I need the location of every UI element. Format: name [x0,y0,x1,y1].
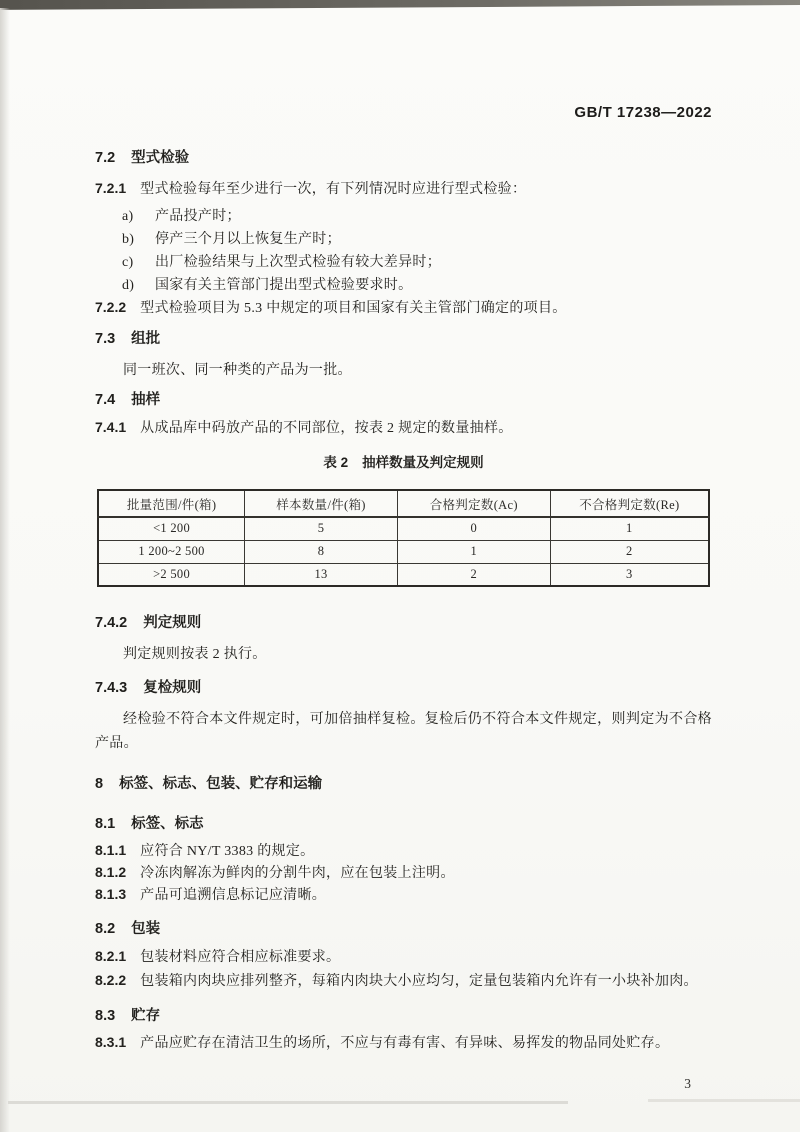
clause-number: 7.2.1 [95,180,127,196]
clause-number: 8.1.3 [95,886,127,902]
table-cell: 5 [245,517,398,540]
list-item-a [122,205,712,228]
heading-number: 7.4.3 [95,680,128,696]
heading-8-1 [95,814,712,834]
heading-7-4 [95,390,712,410]
paragraph-7-3: 同一班次、同一种类的产品为一批。 [123,363,352,378]
heading-title: 抽样 [131,392,161,408]
heading-8-2 [95,919,712,939]
heading-8 [95,774,712,794]
table-header-reject-number: 不合格判定数(Re) [550,490,709,517]
clause-number: 7.4.1 [95,419,127,435]
page-body [95,0,712,1132]
heading-number: 7.4 [95,392,116,408]
clause-group-8-2 [95,945,712,993]
heading-title: 型式检验 [131,150,190,166]
heading-title: 标签、标志、包装、贮存和运输 [119,776,323,792]
table-cell: 0 [397,517,550,540]
clause-7-2-1 [95,178,712,200]
table-cell: 8 [245,540,398,563]
paragraph-7-4-3: 经检验不符合本文件规定时，可加倍抽样复检。复检后仍不符合本文件规定，则判定为不合格产品。 [95,712,712,751]
clause-text: 产品应贮存在清洁卫生的场所，不应与有毒有害、有异味、易挥发的物品同处贮存。 [140,1036,670,1051]
clause-number: 8.1.2 [95,864,127,880]
heading-title: 标签、标志 [131,816,204,832]
heading-number: 7.2 [95,150,116,166]
clause-text: 从成品库中码放产品的不同部位，按表 2 规定的数量抽样。 [140,421,513,436]
clause-text: 型式检验项目为 5.3 中规定的项目和国家有关主管部门确定的项目。 [140,301,567,316]
heading-number: 8.2 [95,921,116,937]
table-cell: 3 [550,563,709,586]
clause-group-8-1 [95,840,712,906]
table-cell: 1 200~2 500 [98,540,245,563]
heading-7-4-3 [95,678,712,698]
heading-number: 8.1 [95,816,116,832]
clause-8-2-1 [95,945,712,969]
table-cell: 1 [550,517,709,540]
clause-number: 7.2.2 [95,299,127,315]
table-row [98,563,709,586]
page-number: 3 [684,1076,691,1091]
clause-text: 型式检验每年至少进行一次，有下列情况时应进行型式检验： [140,182,527,197]
table2-caption [95,454,712,472]
list-item-d [122,274,712,297]
clause-text: 包装材料应符合相应标准要求。 [140,950,341,965]
paragraph-7-4-2: 判定规则按表 2 执行。 [123,647,267,662]
clause-8-1-2 [95,862,712,884]
type-check-list [122,205,712,297]
clause-7-2-2 [95,297,712,319]
clause-8-3-1 [95,1032,712,1054]
table-row [98,540,709,563]
table-cell: 13 [245,563,398,586]
table-cell: <1 200 [98,517,245,540]
heading-7-2 [95,148,712,168]
list-marker: a) [122,209,134,224]
heading-title: 判定规则 [143,615,202,631]
clause-text: 应符合 NY/T 3383 的规定。 [140,844,315,859]
table-cell: 2 [550,540,709,563]
clause-number: 8.2.1 [95,948,127,964]
table-cell: 1 [397,540,550,563]
table2-caption-title: 抽样数量及判定规则 [362,455,484,470]
heading-number: 8 [95,776,104,792]
heading-number: 7.3 [95,331,116,347]
list-marker: c) [122,255,134,270]
clause-8-1-3 [95,884,712,906]
list-item-b [122,228,712,251]
doc-number: GB/T 17238—2022 [574,104,712,121]
clause-text: 冷冻肉解冻为鲜肉的分割牛肉，应在包装上注明。 [140,866,455,881]
heading-title: 复检规则 [143,680,202,696]
table2-caption-label: 表 2 [323,455,349,470]
list-item-c [122,251,712,274]
heading-title: 组批 [131,331,161,347]
clause-8-2-2 [95,969,712,993]
heading-number: 8.3 [95,1008,116,1024]
list-marker: d) [122,278,135,293]
list-text: 国家有关主管部门提出型式检验要求时。 [155,278,413,293]
table-header-sample-count: 样本数量/件(箱) [245,490,398,517]
list-text: 停产三个月以上恢复生产时； [155,232,341,247]
table-header-batch-range: 批量范围/件(箱) [98,490,245,517]
clause-text: 产品可追溯信息标记应清晰。 [140,888,327,903]
scan-left-edge [0,8,10,1132]
list-text: 产品投产时； [155,209,241,224]
sampling-table-head [98,490,709,517]
table-row [98,517,709,540]
table-cell: >2 500 [98,563,245,586]
clause-number: 8.2.2 [95,972,127,988]
table-cell: 2 [397,563,550,586]
table-header-accept-number: 合格判定数(Ac) [397,490,550,517]
clause-text: 包装箱内肉块应排列整齐，每箱内肉块大小应均匀，定量包装箱内允许有一小块补加肉。 [140,974,698,989]
heading-7-4-2 [95,613,712,633]
clause-7-4-1 [95,417,712,439]
heading-title: 包装 [131,921,161,937]
table-header-row [98,490,709,517]
heading-8-3 [95,1006,712,1026]
sampling-table [97,489,710,587]
list-text: 出厂检验结果与上次型式检验有较大差异时； [155,255,441,270]
clause-number: 8.3.1 [95,1034,127,1050]
heading-7-3 [95,329,712,349]
sampling-table-body [98,517,709,586]
heading-number: 7.4.2 [95,615,128,631]
list-marker: b) [122,232,135,247]
heading-title: 贮存 [131,1008,161,1024]
clause-8-1-1 [95,840,712,862]
clause-number: 8.1.1 [95,842,127,858]
